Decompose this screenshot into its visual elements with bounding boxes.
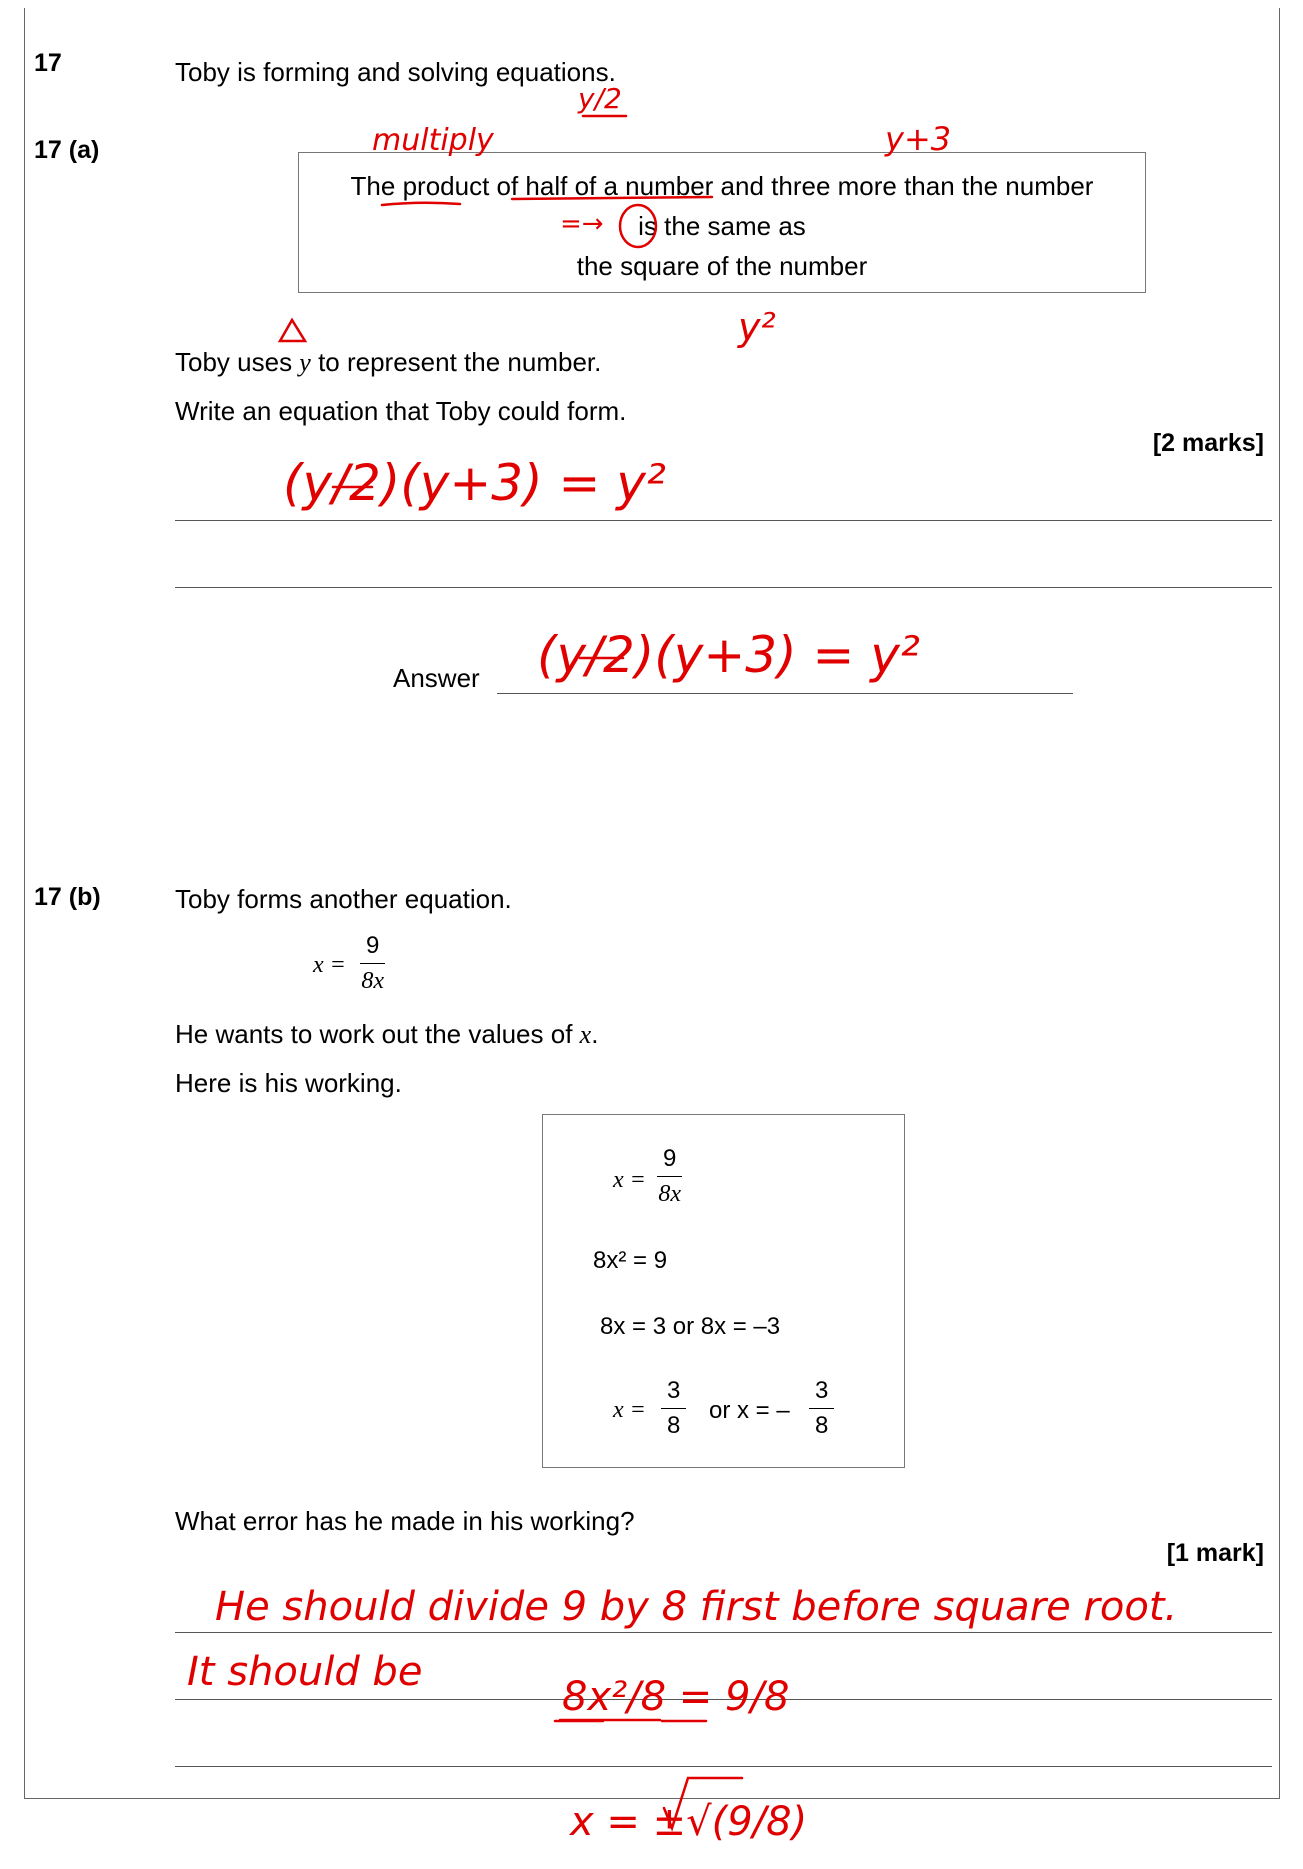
working-line-4-mid: or x = –	[709, 1397, 790, 1424]
working-line-4-lhs: x =	[613, 1397, 646, 1423]
variable-y: y	[299, 348, 311, 377]
note-multiply: multiply	[372, 123, 494, 158]
working-line-4-fraction-2: $\frac{3}{8}$	[809, 1377, 834, 1440]
working-line	[175, 1699, 1272, 1700]
fraction-numerator: 9	[360, 932, 385, 964]
note-error-line-2: It should be	[187, 1649, 423, 1695]
note-divide-eq: 8x²/8 = 9/8	[562, 1674, 790, 1720]
note-error-line-1: He should divide 9 by 8 first before square root.	[215, 1584, 1178, 1630]
working-line-4-fraction-1: $\frac{3}{8}$	[661, 1377, 686, 1440]
equation-fraction	[360, 932, 385, 995]
working-line	[175, 587, 1272, 588]
answer-label: Answer	[393, 663, 480, 693]
note-equals-arrow: =→	[560, 209, 604, 239]
statement-line-3: the square of the number	[576, 251, 868, 281]
note-half: y/2	[578, 82, 622, 115]
working-intro: Here is his working.	[175, 1068, 402, 1098]
equation-lhs: x =	[313, 952, 346, 978]
error-question: What error has he made in his working?	[175, 1506, 635, 1536]
wants-text: He wants to work out the values of x.	[175, 1019, 599, 1049]
part-a-label: 17 (a)	[34, 136, 100, 164]
working-line	[175, 520, 1272, 521]
note-y-squared: y²	[738, 305, 776, 349]
note-answer: (y/2)(y+3) = y²	[537, 626, 920, 684]
working-box	[542, 1114, 905, 1468]
question-intro: Toby is forming and solving equations.	[175, 57, 616, 87]
working-line-2: 8x² = 9	[593, 1247, 668, 1274]
statement-line-1: The product of half of a number and three more than the number	[350, 171, 1094, 201]
part-b-intro: Toby forms another equation.	[175, 884, 512, 914]
working-line-1-fraction: $\frac{9}{8x}$	[658, 1145, 681, 1207]
answer-line	[497, 693, 1073, 694]
uses-variable-text: Toby uses y to represent the number.	[175, 347, 602, 377]
fraction-denominator: 8x	[361, 968, 384, 994]
working-line	[175, 1766, 1272, 1767]
instruction-text: Write an equation that Toby could form.	[175, 396, 627, 426]
note-result: x = ±√(9/8)	[570, 1799, 808, 1845]
question-number: 17	[34, 49, 62, 77]
working-line	[175, 1632, 1272, 1633]
part-b-label: 17 (b)	[34, 883, 101, 911]
working-line-3: 8x = 3 or 8x = –3	[600, 1313, 781, 1340]
statement-line-2: is the same as	[638, 211, 806, 241]
statement-box	[298, 152, 1146, 293]
marks-a: [2 marks]	[1152, 429, 1264, 457]
note-equation: (y/2)(y+3) = y²	[283, 454, 666, 512]
marks-b: [1 mark]	[1166, 1539, 1264, 1567]
note-y-plus-3: y+3	[885, 120, 952, 158]
working-line-1-lhs: x =	[613, 1167, 646, 1193]
